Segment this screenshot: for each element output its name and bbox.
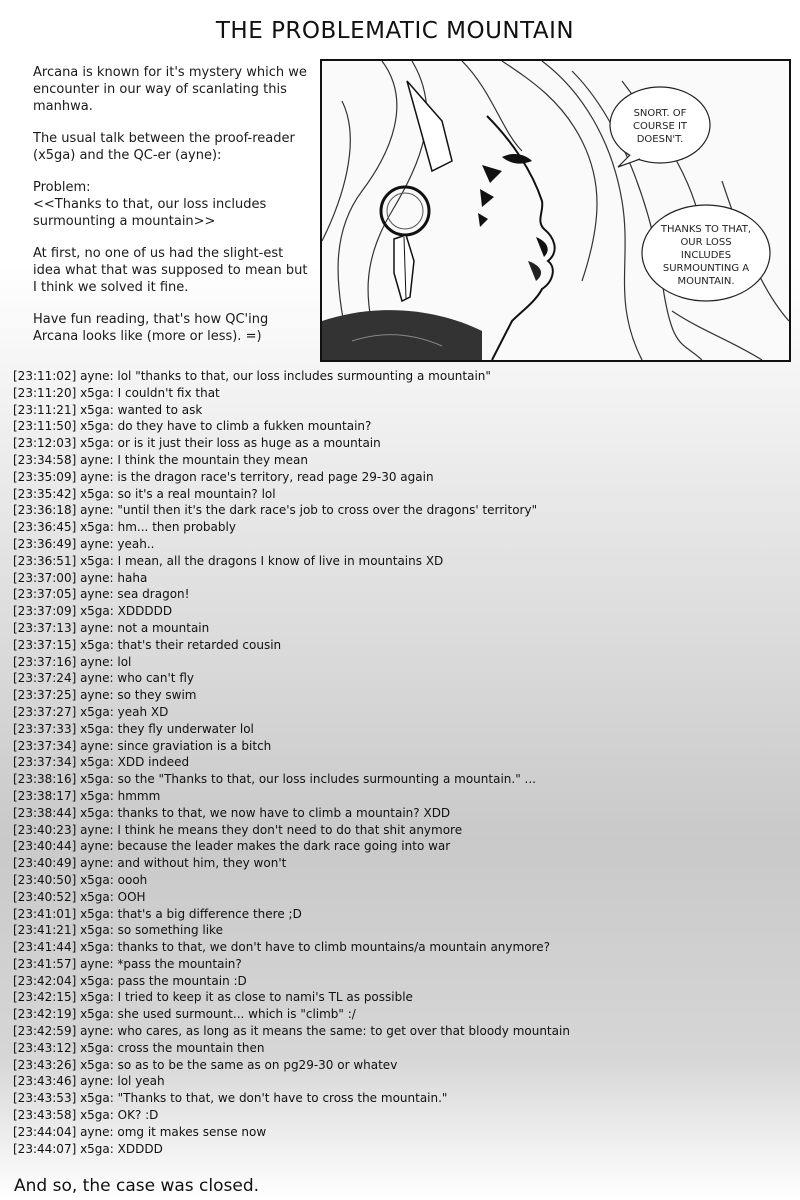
intro-paragraph: Have fun reading, that's how QC'ing Arcana looks like (more or less). =)	[33, 312, 269, 344]
chat-line: [23:36:45] x5ga: hm... then probably	[13, 520, 236, 535]
chat-line: [23:41:57] ayne: *pass the mountain?	[13, 956, 242, 971]
chat-line: [23:37:33] x5ga: they fly underwater lol	[13, 721, 254, 736]
chat-line: [23:37:16] ayne: lol	[13, 654, 132, 669]
chat-line: [23:36:51] x5ga: I mean, all the dragons I know of live in mountains XD	[13, 553, 444, 568]
chat-line: [23:38:44] x5ga: thanks to that, we now have to climb a mountain? XDD	[13, 805, 451, 820]
closing-line: And so, the case was closed.	[14, 1176, 260, 1196]
chat-line: [23:40:44] ayne: because the leader makes the dark race going into war	[13, 839, 451, 854]
chat-line: [23:37:34] x5ga: XDD indeed	[13, 755, 190, 770]
chat-line: [23:11:20] x5ga: I couldn't fix that	[13, 385, 220, 400]
chat-line: [23:44:07] x5ga: XDDDD	[13, 1141, 163, 1156]
speech-bubble-text: SNORT. OF COURSE IT DOESN'T.	[632, 108, 688, 145]
chat-line: [23:42:15] x5ga: I tried to keep it as close to nami's TL as possible	[13, 990, 413, 1005]
chat-line: [23:43:12] x5ga: cross the mountain then	[13, 1040, 265, 1055]
chat-line: [23:41:21] x5ga: so something like	[13, 923, 223, 938]
chat-line: [23:41:01] x5ga: that's a big difference there ;D	[13, 906, 302, 921]
chat-line: [23:37:09] x5ga: XDDDDD	[13, 604, 173, 619]
chat-line: [23:37:00] ayne: haha	[13, 570, 148, 585]
chat-line: [23:37:27] x5ga: yeah XD	[13, 704, 169, 719]
page-title: THE PROBLEMATIC MOUNTAIN	[215, 18, 575, 44]
intro-paragraph: The usual talk between the proof-reader (x5ga) and the QC-er (ayne):	[33, 131, 295, 163]
chat-line: [23:37:24] ayne: who can't fly	[13, 671, 194, 686]
chat-line: [23:11:02] ayne: lol "thanks to that, our loss includes surmounting a mountain"	[13, 369, 491, 383]
intro-paragraph: Problem: <<Thanks to that, our loss includes surmounting a mountain>>	[33, 180, 267, 229]
chat-line: [23:43:53] x5ga: "Thanks to that, we don't have to cross the mountain."	[13, 1091, 448, 1106]
chat-line: [23:37:25] ayne: so they swim	[13, 688, 197, 703]
chat-line: [23:36:18] ayne: "until then it's the dark race's job to cross over the dragons' territory"	[13, 503, 538, 518]
chat-line: [23:40:50] x5ga: oooh	[13, 872, 148, 887]
chat-line: [23:36:49] ayne: yeah..	[13, 536, 155, 551]
intro-text	[33, 64, 308, 360]
chat-line: [23:41:44] x5ga: thanks to that, we don't have to climb mountains/a mountain anymore?	[13, 940, 550, 955]
speech-bubble	[606, 83, 714, 169]
chat-line: [23:38:16] x5ga: so the "Thanks to that, our loss includes surmounting a mountain." ...	[13, 772, 536, 787]
chat-line: [23:43:26] x5ga: so as to be the same as on pg29-30 or whatev	[13, 1057, 398, 1072]
chat-line: [23:37:05] ayne: sea dragon!	[13, 587, 190, 602]
chat-line: [23:12:03] x5ga: or is it just their loss as huge as a mountain	[13, 436, 381, 451]
chat-line: [23:43:46] ayne: lol yeah	[13, 1074, 165, 1089]
chat-line: [23:35:42] x5ga: so it's a real mountain? lol	[13, 486, 276, 501]
speech-bubble	[638, 201, 774, 305]
chat-line: [23:37:13] ayne: not a mountain	[13, 620, 210, 635]
chat-line: [23:42:59] ayne: who cares, as long as it means the same: to get over that bloody mountain	[13, 1024, 570, 1039]
manhwa-panel	[320, 59, 791, 362]
intro-paragraph: At first, no one of us had the slight-est idea what that was supposed to mean but I think we solved it fine.	[33, 246, 308, 295]
chat-line: [23:11:21] x5ga: wanted to ask	[13, 402, 203, 417]
speech-bubble-text: THANKS TO THAT, OUR LOSS INCLUDES SURMOUNTING A MOUNTAIN.	[660, 224, 752, 287]
chat-log	[13, 368, 783, 1157]
chat-line: [23:37:15] x5ga: that's their retarded cousin	[13, 637, 282, 652]
chat-line: [23:35:09] ayne: is the dragon race's territory, read page 29-30 again	[13, 469, 434, 484]
chat-line: [23:37:34] ayne: since graviation is a bitch	[13, 738, 272, 753]
chat-line: [23:42:04] x5ga: pass the mountain :D	[13, 973, 247, 988]
intro-paragraph: Arcana is known for it's mystery which we encounter in our way of scanlating this manhwa.	[33, 65, 307, 114]
chat-line: [23:42:19] x5ga: she used surmount... which is "climb" :/	[13, 1007, 356, 1022]
chat-line: [23:34:58] ayne: I think the mountain they mean	[13, 452, 308, 467]
chat-line: [23:44:04] ayne: omg it makes sense now	[13, 1124, 267, 1139]
chat-line: [23:40:23] ayne: I think he means they don't need to do that shit anymore	[13, 822, 463, 837]
chat-line: [23:40:52] x5ga: OOH	[13, 889, 146, 904]
chat-line: [23:43:58] x5ga: OK? :D	[13, 1108, 159, 1123]
chat-line: [23:11:50] x5ga: do they have to climb a fukken mountain?	[13, 419, 372, 434]
chat-line: [23:40:49] ayne: and without him, they won't	[13, 856, 287, 871]
chat-line: [23:38:17] x5ga: hmmm	[13, 788, 161, 803]
